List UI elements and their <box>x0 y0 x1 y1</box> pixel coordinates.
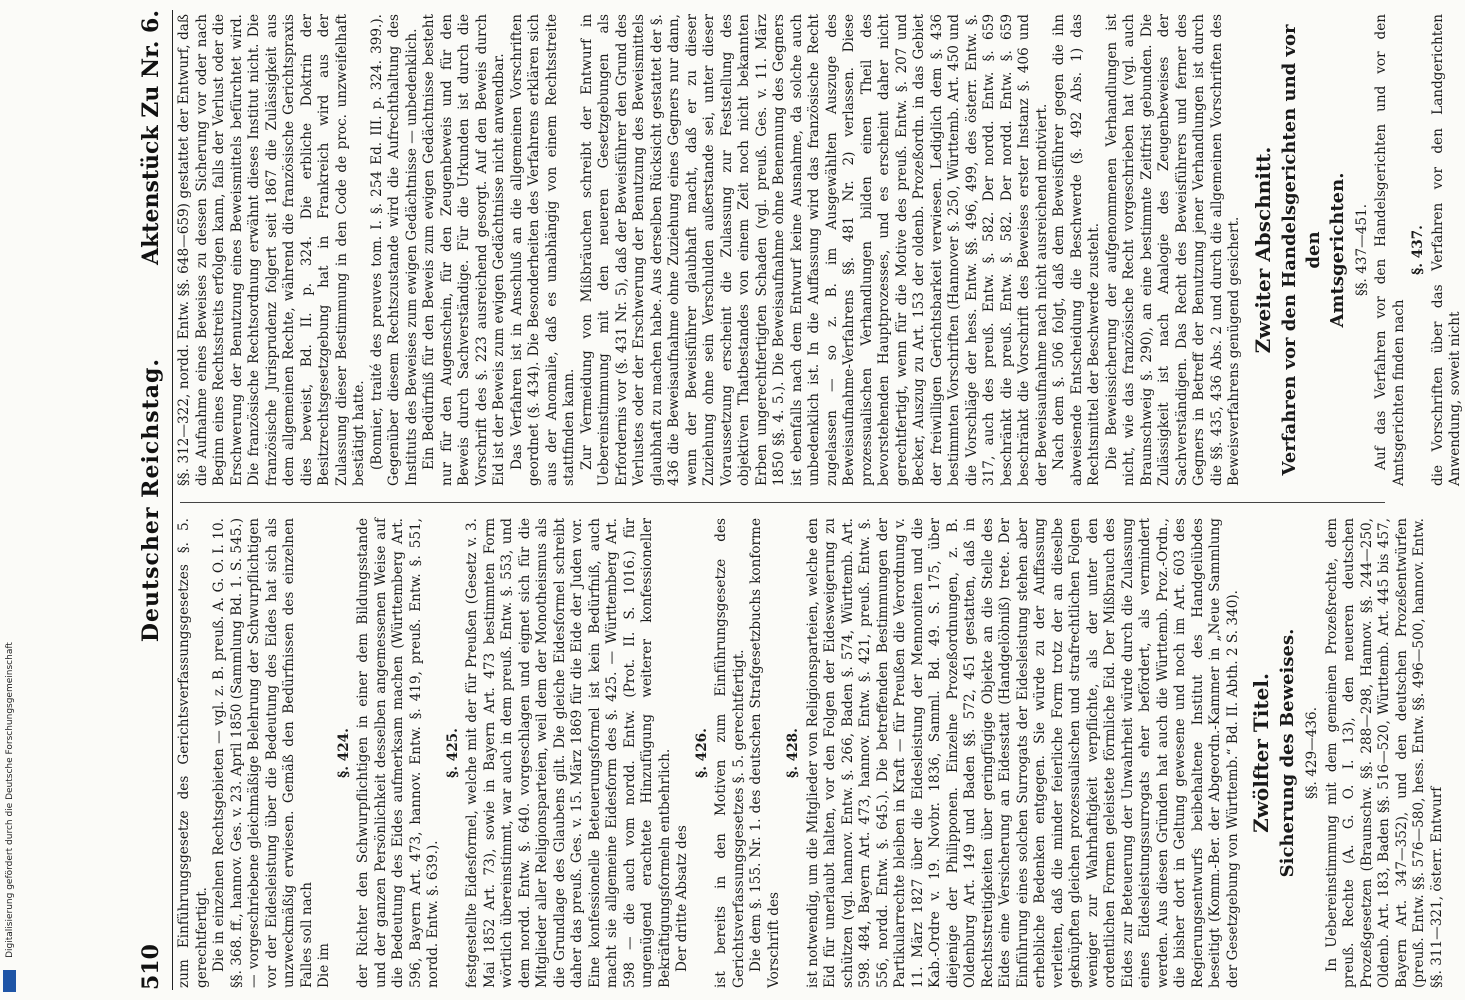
left-column <box>176 518 1445 988</box>
section-heading-continued: Amtsgerichten. <box>1326 172 1348 328</box>
running-header <box>138 10 173 990</box>
title-label: Zwölfter Titel. <box>1249 673 1273 833</box>
paragraph: §§. 312—322, nordd. Entw. §§. 648—659) gestattet der Entwurf, daß die Aufnahme eines Beweises zu dessen Sicherung vor oder nach Beginn eines Rechtsstreits erfolgen kann, falls der Verlust oder die Erschwerung der Benutzung eines Beweismittels befürchtet wird. Die französische Rechtsordnung erwähnt dieses Institut nicht. Die französische Jurisprudenz folgert seit 1867 die Zulässigkeit aus dem allgemeinen Rechte, während die französische Gerichtspraxis dies beweist, Bd. II. p. 324. Die erbliche Doktrin der Besitzrechtsgesetzgebung hat in Frankreich wird aus der Zulassung dieser Bestimmung in den Code de proc. unzweifelhaft bestätigt hatte. <box>176 14 367 486</box>
paragraph: Die dem §. 155. Nr. 1. des deutschen Strafgesetzbuchs konforme Vorschrift des <box>748 518 782 988</box>
section-marker: §. 424. <box>335 728 352 778</box>
page-content <box>132 0 1463 1000</box>
paragraph: Die Beweissicherung der aufgenommenen Verhandlungen ist nicht, wie das französische Recht vorgeschrieben hat (vgl. auch Braunschweig §. 290), an eine bestimmte Zeitfrist gebunden. Die Zulässigkeit ist nach Analogie des Zeugenbeweises der Sachverständigen. Das Recht des Beweisführers und ferner des Gegners in Betreff der Benutzung jener Verhandlungen ist durch die §§. 435, 436 Abs. 2 und durch die allgemeinen Vorschriften des Beweisverfahrens genügend gesichert. <box>1103 14 1242 486</box>
dfg-logo <box>3 970 16 992</box>
paragraph: festgestellte Eidesformel, welche mit der für Preußen (Gesetz v. 3. Mai 1852 Art. 73), sowie in Bayern Art. 473 bestimmten Form wörtlich übereinstimmt, war auch in dem preuß. Entw. §. 553, und dem nordd. Entw. §. 640. vorgeschlagen und eignet sich für die Mitglieder aller Religionsparteien, weil dem der Monotheismus als die Grundlage des Glaubens gilt. Die gleiche Eidesformel schreibt daher das preuß. Ges. v. 15. März 1869 für die Eide der Juden vor. Eine konfessionelle Beteuerungsformel ist kein Bedürfniß, auch macht sie allgemeine Eidesform des §. 425. — Württemberg Art. 598 — die auch vom nordd. Entw. (Prot. II. S. 1016.) für ungenügend erachtete Hinzufügung weiterer konfessioneller Bekräftigungsformeln entbehrlich. <box>464 518 673 988</box>
section-marker: §. 425. <box>444 728 461 778</box>
paragraph: Die in einzelnen Rechtsgebieten — vgl. z. B. preuß. A. G. O. I. 10. §§. 368. ff., hannov. Ges. v. 23. April 1850 (Sammlung Bd. 1. S. 545.) — vorgeschriebene gleichmäßige Belehrung der Schwurpflichtigen vor der Eidesleistung über die Bedeutung des Eides hat sich als unzweckmäßig erwiesen. Gemäß den Bedürfnissen des einzelnen Falles soll nach <box>211 518 315 988</box>
section-heading: Verfahren vor den Handelsgerichten und vor den <box>1278 24 1324 476</box>
section-marker: §. 426. <box>693 728 710 778</box>
paragraph: zum Einführungsgesetze des Gerichtsverfassungsgesetzes §. 5. gerechtfertigt. <box>176 518 210 988</box>
paragraph: Auf das Verfahren vor den Handelsgerichten und vor den Amtsgerichten finden nach <box>1373 14 1407 486</box>
column-divider <box>180 502 1385 503</box>
header-annex: Aktenstück Zu Nr. 6. <box>138 10 164 265</box>
title-heading: Sicherung des Beweises. <box>1277 628 1298 878</box>
section-label: Zweiter Abschnitt. <box>1250 146 1275 354</box>
paragraph: ist bereits in den Motiven zum Einführungsgesetze des Gerichtsverfassungsgesetzes §. 5. gerechtfertigt. <box>713 518 747 988</box>
digitization-credit <box>0 0 20 1000</box>
paragraph: (Bonnier, traité des preuves tom. I. §. 254 Ed. III. p. 324. 399.). Gegenüber diesem Rechtszustande wird die Aufrechthaltung des Instituts des Beweises zum ewigen Gedächtnisse — unbedenklich. <box>368 14 420 486</box>
paragraph: Die im <box>316 943 332 988</box>
page-number: 510 <box>138 944 164 990</box>
paragraph: Zur Vermeidung von Mißbräuchen schreibt der Entwurf in Uebereinstimmung mit den neueren Gesetzgebungen als Erfordernis vor (§. 431 Nr. 5), daß der Beweisführer den Grund des Verlustes oder der Erschwerung der Benutzung des Beweismittels glaubhaft zu machen habe. Aus derselben Rücksicht gestattet der §. 436 die Beweisaufnahme ohne Zuziehung eines Gegners nur dann, wenn der Beweisführer glaubhaft macht, daß er zu dieser Zuziehung ohne sein Verschulden außerstande sei, unter dieser Voraussetzung erscheint die Zulassung zur Feststellung des objektiven Thatbestandes von einem Zeit noch nicht bekannten Erben ungerechtfertigten Schaden (vgl. preuß. Ges. v. 11. März 1850 §§. 4. 5.). Die Beweisaufnahme ohne Benennung des Gegners ist ebenfalls nach dem Entwurf keine Ausnahme, da solche auch unbedenklich ist. In die Auffassung wird das französische Recht zugelassen — so z. B. im Ausgewählten Auszuge des Beweisaufnahme-Verfahrens §§. 481 Nr. 2) verlassen. Diese prozessualischen Verhandlungen bilden einen Theil des bevorstehenden Hauptprozesses, und es erscheint daher nicht gerechtfertigt, wenn für die Motive des preuß. Entw. §. 207 und Becker, Auszug zu Art. 153 der oldenb. Prozeßordn. in das Gebiet der freiwilligen Gerichtsbarkeit verwiesen. Lediglich dem §. 436 bestimmten Vorschriften (Hannover §. 250, Württemb. Art. 450 und die Vorschläge der hess. Entw. §§. 496, 499, des österr. Entw. §. 317, auch des preuß. Entw. §. 582. Der nordd. Entw. §. 659 beschränkt die preuß. Entw. §. 582. Der nordd. Entw. §. 659 beschränkt die Vorschrift des Beweises erster Instanz §. 406 und der Beweisaufnahme nach nicht ausreichend motiviert. <box>578 14 1050 486</box>
paragraph: Der dritte Absatz des <box>674 825 690 972</box>
header-title: Deutscher Reichstag. <box>138 357 164 643</box>
credit-text: Digitalisierung gefördert durch die Deutsche Forschungsgemeinschaft <box>5 642 15 958</box>
paragraph: Das Verfahren ist in Anschluß an die allgemeinen Vorschriften geordnet (§. 434). Die Besonderheiten des Verfahrens erklären sich aus der Anomalie, daß es unabhängig von einem Rechtsstreite stattfinden kann. <box>508 14 577 486</box>
paragraph: ist notwendig, um die Mitglieder von Religionsparteien, welche den Eid für unerlaubt halten, vor den Folgen der Eidesweigerung zu schützen (vgl. hannov. Entw. §. 266, Baden §. 574, Württemb. Art. 598. 484, Bayern Art. 473, hannov. Entw. §. 421, preuß. Entw. §. 556, nordd. Entw. §. 645.). Die betreffenden Bestimmungen der Partikularrechte bleiben in Kraft — für Preußen die Verordnung v. 11. März 1827 über die Eidesleistung der Mennoniten und die Kab.-Ordre v. 19. Novbr. 1836, Samml. Bd. 49. S. 175, über diejenige der Philipponen. Einzelne Prozeßordnungen, z. B. Oldenburg Art. 149 und Baden §§. 572, 451 gestatten, daß in Rechtsstreitigkeiten über geringfügige Objekte an die Stelle des Eides eine Versicherung an Eidesstatt (Handgelöbniß) trete. Der Einführung eines solchen Surrogats der Eidesleistung stehen aber erhebliche Bedenken entgegen. Sie würde zu der Auffassung verleiten, daß die minder feierliche Form trotz der an dieselbe geknüpften gleichen prozessualischen und strafrechtlichen Folgen weniger zur Wahrhaftigkeit verpflichte, als der unter den ordentlichen Formen geleistete förmliche Eid. Der Mißbrauch des Eides zur Beteuerung der Unwahrheit würde durch die Zulassung eines Eidesleistungssurrogats eher befördert, als vermindert werden. Aus diesen Gründen hat auch die Württemb. Proz.-Ordn., die bisher dort in Geltung gewesene und noch im Art. 603 des Regierungsentwurfs beibehaltene Institut des Handgelübdes beseitigt (Komm.-Ber. der Abgeordn.-Kammer in „Neue Sammlung der Gesetzgebung von Württemb.“ Bd. II. Abth. 2 S. 340). <box>804 518 1241 988</box>
right-column <box>176 14 1463 486</box>
paragraph: der Richter den Schwurpflichtigen in einer dem Bildungsstande und der ganzen Persönlichkeit desselben angemessenen Weise auf die Bedeutung des Eides aufmerksam machen (Württemberg Art. 596, Bayern Art. 473, hannov. Entw. §. 419, preuß. Entw. §. 551, nordd. Entw. §. 639.). <box>355 518 441 988</box>
paragraph: Ein Bedürfniß für den Beweis zum ewigen Gedächtnisse besteht nur für den Augenschein, für den Zeugenbeweis und für den Beweis durch Sachverständige. Für die Urkunden ist durch die Vorschrift des §. 223 ausreichend gesorgt. Auf den Beweis durch Eid ist der Beweis zum ewigen Gedächtnisse nicht anwendbar. <box>421 14 507 486</box>
paragraph-range: §§. 437—451. <box>1353 203 1370 297</box>
section-marker: §. 428. <box>785 728 801 778</box>
paragraph: die Vorschriften über das Verfahren vor den Landgerichten Anwendung, soweit nicht <box>1429 14 1463 486</box>
paragraph-range: §§. 429—436. <box>1304 706 1320 800</box>
section-marker: §. 437. <box>1410 225 1426 275</box>
paragraph: In Uebereinstimmung mit dem gemeinen Prozeßrechte, dem preuß. Rechte (A. G. O. I. 13), den neueren deutschen Prozeßgesetzen (Braunschw. §§. 288—298, Hannov. §§. 244—250, Oldenb. Art. 183, Baden §§. 516—520, Württemb. Art. 445 bis 457, Bayern Art. 347—352), und den deutschen Prozeßentwürfen (preuß. Entw. §§. 576—580, hess. Entw. §§. 496—500, hannov. Entw. §§. 311—321, österr. Entwurf <box>1323 518 1445 988</box>
paragraph: Nach dem §. 506 folgt, daß dem Beweisführer gegen die ihn abweisende Entscheidung die Beschwerde (§. 492 Abs. 1) das Rechtsmittel der Beschwerde zusteht. <box>1051 14 1102 486</box>
